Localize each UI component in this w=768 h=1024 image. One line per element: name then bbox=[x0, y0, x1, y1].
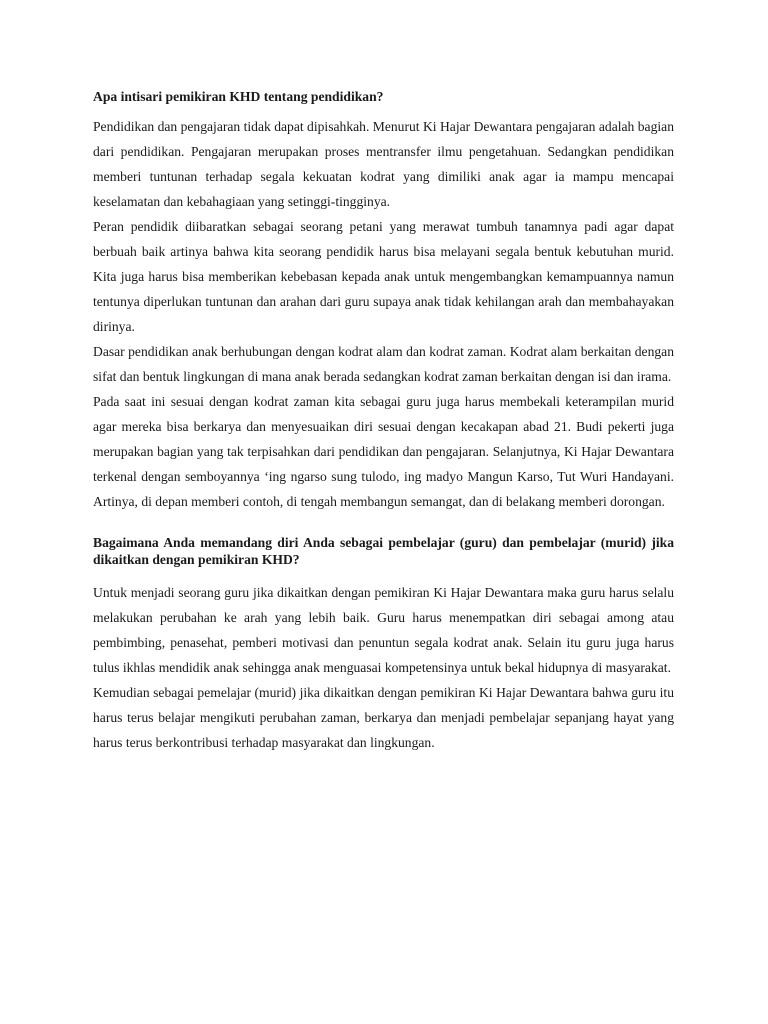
section-1-paragraph-1: Pendidikan dan pengajaran tidak dapat dipisahkah. Menurut Ki Hajar Dewantara pengajaran adalah bagian dari pendidikan. Pengajaran merupakan proses mentransfer ilmu pengetahuan. Sedangkan pendidikan memberi tuntunan terhadap segala kekuatan kodrat yang dimiliki anak agar ia mampu mencapai keselamatan dan kebahagiaan yang setinggi-tingginya. bbox=[93, 119, 674, 209]
section-2-heading: Bagaimana Anda memandang diri Anda sebagai pembelajar (guru) dan pembelajar (murid) jika dikaitkan dengan pemikiran KHD? bbox=[93, 535, 674, 567]
section-1-paragraph-2: Peran pendidik diibaratkan sebagai seorang petani yang merawat tumbuh tanamnya padi agar dapat berbuah baik artinya bahwa kita seorang pendidik harus bisa melayani segala bentuk kebutuhan murid. Kita juga harus bisa memberikan kebebasan kepada anak untuk mengembangkan kemampuannya namun tentunya diperlukan tuntunan dan arahan dari guru supaya anak tidak kehilangan arah dan membahayakan dirinya. bbox=[93, 219, 674, 334]
section-1-paragraph-4: Pada saat ini sesuai dengan kodrat zaman kita sebagai guru juga harus membekali keterampilan murid agar mereka bisa berkarya dan menyesuaikan diri sesuai dengan kecakapan abad 21. Budi pekerti juga merupakan bagian yang tak terpisahkan dari pendidikan dan pengajaran. Selanjutnya, Ki Hajar Dewantara terkenal dengan semboyannya ‘ing ngarso sung tulodo, ing madyo Mangun Karso, Tut Wuri Handayani. Artinya, di depan memberi contoh, di tengah membangun semangat, dan di belakang memberi dorongan. bbox=[93, 394, 674, 509]
section-1-paragraph-3: Dasar pendidikan anak berhubungan dengan kodrat alam dan kodrat zaman. Kodrat alam berkaitan dengan sifat dan bentuk lingkungan di mana anak berada sedangkan kodrat zaman berkaitan dengan isi dan irama. bbox=[93, 344, 674, 384]
document-page bbox=[93, 88, 674, 755]
section-1-heading: Apa intisari pemikiran KHD tentang pendidikan? bbox=[93, 89, 384, 104]
section-2-paragraph-2: Kemudian sebagai pemelajar (murid) jika dikaitkan dengan pemikiran Ki Hajar Dewantara bahwa guru itu harus terus belajar mengikuti perubahan zaman, berkarya dan menjadi pembelajar sepanjang hayat yang harus terus berkontribusi terhadap masyarakat dan lingkungan. bbox=[93, 685, 674, 750]
section-2-paragraph-1: Untuk menjadi seorang guru jika dikaitkan dengan pemikiran Ki Hajar Dewantara maka guru harus selalu melakukan perubahan ke arah yang lebih baik. Guru harus menempatkan diri sebagai among atau pembimbing, penasehat, pemberi motivasi dan penuntun segala kodrat anak. Selain itu guru juga harus tulus ikhlas mendidik anak sehingga anak menguasai kompetensinya untuk bekal hidupnya di masyarakat. bbox=[93, 585, 674, 675]
